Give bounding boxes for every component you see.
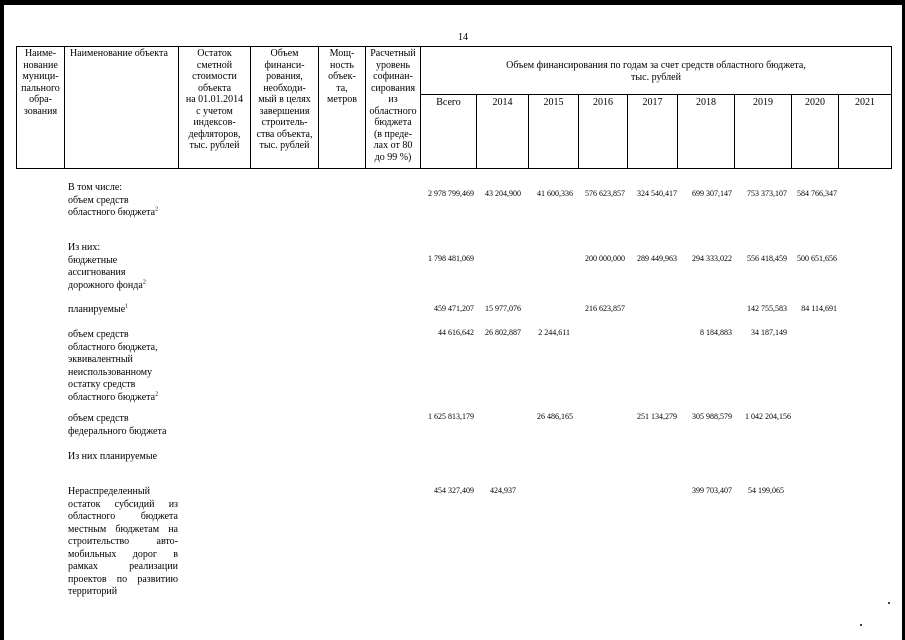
row2-2019: 142 755,583 [747,304,787,313]
header-year-2018: 2018 [696,97,716,108]
row4-2015: 26 486,165 [537,412,573,421]
header-year-2014: 2014 [492,97,513,108]
row4-2017: 251 134,279 [637,412,677,421]
header-year-2015: 2015 [543,97,564,108]
row0-2016: 576 623,857 [585,189,625,198]
header-funding-group: Объем финансирования по годам за счет средств областного бюджета, тыс. рублей [506,60,806,83]
row1-2020: 500 651,656 [797,254,837,263]
row4-2019: 1 042 204,156 [745,412,791,421]
header-balance: Остаток сметной стоимости объекта на 01.01.2014 с учетом индексов- дефляторов, тыс. рублей [185,48,244,151]
row0-2020: 584 766,347 [797,189,837,198]
header-volume: Объем финанси- рования, необходи- мый в целях завершения строитель- ства объекта, тыс. рублей [256,48,313,151]
row0-2017: 324 540,417 [637,189,677,198]
row1-2018: 294 333,022 [692,254,732,263]
header-municipality: Наиме- нование муници- пального обра- зования [21,48,60,117]
row2-2016: 216 623,857 [585,304,625,313]
row0-2019: 753 373,107 [747,189,787,198]
header-year-2020: 2020 [805,97,825,108]
row0-2015: 41 600,336 [537,189,573,198]
row-label-road-fund: Из них: бюджетные ассигнования дорожного фонда$^2$ [68,242,146,291]
row6-2014: 424,937 [490,486,516,495]
header-year-2017: 2017 [642,97,663,108]
row0-total: 2 978 799,469 [428,189,474,198]
row3-2019: 34 187,149 [751,328,787,337]
row3-total: 44 616,642 [438,328,474,337]
row-label-planned: планируемые$^1$ [68,303,129,315]
scan-speck [860,624,862,626]
row2-total: 459 471,207 [434,304,474,313]
row6-total: 454 327,409 [434,486,474,495]
row2-2014: 15 977,076 [485,304,521,313]
scan-border-top [0,0,905,5]
row-label-undistributed-subsidies: Нераспределенный остаток субсидий из областного бюджета местным бюджетам на строительство авто-мобильных дорог в рамках реализации проектов по развитию территорий [68,486,178,597]
row0-2018: 699 307,147 [692,189,732,198]
row1-total: 1 798 481,069 [428,254,474,263]
scan-border-left [0,0,4,640]
row1-2019: 556 418,459 [747,254,787,263]
row-label-unused-balance: объем средств областного бюджета, эквивалентный неиспользованному остатку средств областного бюджета$^2$ [68,329,159,403]
header-year-total: Всего [436,97,461,108]
header-year-2016: 2016 [593,97,613,108]
row1-2017: 289 449,963 [637,254,677,263]
row-label-regional-budget: В том числе: объем средств областного бюджета$^2$ [68,182,159,218]
row-label-federal-budget: объем средств федерального бюджета [68,413,167,437]
row4-2018: 305 988,579 [692,412,732,421]
header-capacity: Мощ- ность объек- та, метров [327,48,357,105]
row4-total: 1 625 813,179 [428,412,474,421]
row6-2018: 399 703,407 [692,486,732,495]
row0-2014: 43 204,900 [485,189,521,198]
header-year-2021: 2021 [855,97,875,108]
row3-2014: 26 802,887 [485,328,521,337]
scan-speck [888,602,890,604]
header-year-2019: 2019 [753,97,773,108]
row3-2018: 8 184,883 [700,328,732,337]
row6-2019: 54 199,065 [748,486,784,495]
header-cofinance: Расчетный уровень софинан- сирования из областного бюджета (в преде- лах от 80 до 99 %) [369,48,417,163]
page-number: 14 [458,32,468,43]
row1-2016: 200 000,000 [585,254,625,263]
header-object: Наименование объекта [70,48,168,59]
row3-2015: 2 244,611 [538,328,570,337]
row-label-federal-planned: Из них планируемые [68,451,158,462]
row2-2020: 84 114,691 [801,304,837,313]
